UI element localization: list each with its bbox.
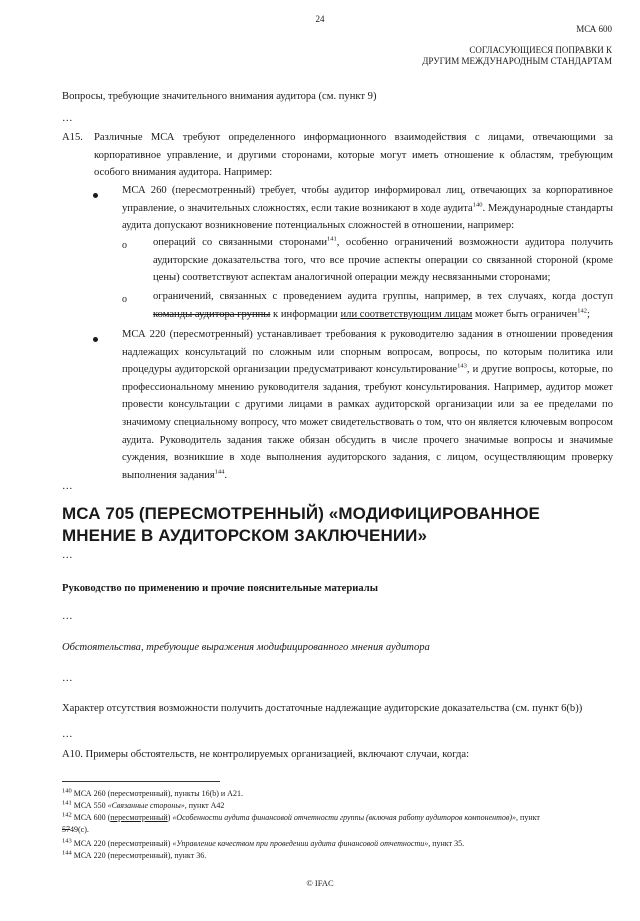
sub-bullet-2-text: ограничений, связанных с проведением аудита группы, например, в тех случаях, когда доступ команды аудитора группы к информации или соответствующим лицам может быть ограничен$^{142}$;	[153, 291, 613, 320]
footer-copyright: © IFAC	[306, 878, 334, 888]
bullet-dot-1	[93, 193, 98, 198]
bullet-2-text: МСА 220 (пересмотренный) устанавливает требования к руководителю задания в отношении проведения надлежащих консультаций по сложным или спорным вопросам, вопросы, по которым политика или процедуры аудиторской организации предусматривают консультирование$^{143}$, и другие вопросы, которые, по профессиональному мнению руководителя задания, требуют консультирования. Например, аудитор может провести консультации с другими лицами в рамках аудиторской организации или за ее пределами по значимому специальному вопросу, что может свидетельствовать о том, что он является ключевым вопросом аудита. Руководитель задания также обязан обсудить в числе прочего значимые вопросы и значимые суждения, возникшие в ходе выполнения аудиторского задания, с лицом, осуществляющим проверку выполнения задания$^{144}$.	[122, 329, 613, 481]
intro-line: Вопросы, требующие значительного внимания аудитора (см. пункт 9)	[62, 91, 377, 102]
bullet-dot-2	[93, 337, 98, 342]
a15-text: Различные МСА требуют определенного информационного взаимодействия с лицами, отвечающими за корпоративное управление, и другими сторонами, которые могут иметь отношение к областям, требующим особого внимания аудитора. Например:	[94, 132, 613, 179]
section-heading: МСА 705 (ПЕРЕСМОТРЕННЫЙ) «МОДИФИЦИРОВАННОЕ МНЕНИЕ В АУДИТОРСКОМ ЗАКЛЮЧЕНИИ»	[62, 504, 540, 545]
italic-heading: Обстоятельства, требующие выражения модифицированного мнения аудитора	[62, 642, 430, 653]
footnote-140: $^{140}$ МСА 260 (пересмотренный), пункты 16(b) и A21.	[62, 787, 243, 798]
ellipsis-3: …	[62, 550, 73, 561]
ellipsis-6: …	[62, 729, 73, 740]
bullet-1-text: МСА 260 (пересмотренный) требует, чтобы аудитор информировал лиц, отвечающих за корпоративное управление, о значительных сложностях, если такие возникают в ходе аудита$^{140}$. Международные стандарты аудита допускают возникновение потенциальных сложностей в отношении, например:	[122, 185, 613, 232]
a15-label: A15.	[62, 132, 83, 143]
ellipsis-2: …	[62, 481, 73, 492]
sub-bullet-1-text: операций со связанными сторонами$^{141}$, особенно ограничений возможности аудитора получить аудиторские доказательства того, что все прочие аспекты операции со связанной стороной (кроме цены) соответствуют аспектам аналогичной операции между несвязанными сторонами;	[153, 235, 613, 284]
footnote-141: $^{141}$ МСА 550 «Связанные стороны», пункт A42	[62, 799, 225, 810]
ellipsis-1: …	[62, 113, 73, 124]
a10-line: A10. Примеры обстоятельств, не контролируемых организацией, включают случаи, когда:	[62, 749, 470, 760]
footnote-rule	[62, 781, 220, 782]
header-subtitle-2: ДРУГИМ МЕЖДУНАРОДНЫМ СТАНДАРТАМ	[422, 56, 612, 66]
footnote-143: $^{143}$ МСА 220 (пересмотренный) «Управление качеством при проведении аудита финансовой отчетности», пункт 35.	[62, 837, 465, 848]
footnote-144: $^{144}$ МСА 220 (пересмотренный), пункт 36.	[62, 849, 207, 860]
guidance-heading: Руководство по применению и прочие пояснительные материалы	[62, 583, 378, 594]
sub-bullet-circle-1: o	[122, 240, 127, 251]
ellipsis-5: …	[62, 673, 73, 684]
page-number: 24	[315, 14, 325, 24]
ellipsis-4: …	[62, 611, 73, 622]
header-subtitle-1: СОГЛАСУЮЩИЕСЯ ПОПРАВКИ К	[469, 45, 612, 55]
footnote-142: $^{142}$ МСА 600 (пересмотренный) «Особенности аудита финансовой отчетности группы (включая работу аудиторов компонентов)», пункт 5749(c).	[62, 811, 540, 834]
nature-line: Характер отсутствия возможности получить достаточные надлежащие аудиторские доказательства (см. пункт 6(b))	[62, 703, 583, 714]
sub-bullet-circle-2: o	[122, 294, 127, 305]
doc-code: МСА 600	[576, 24, 612, 34]
